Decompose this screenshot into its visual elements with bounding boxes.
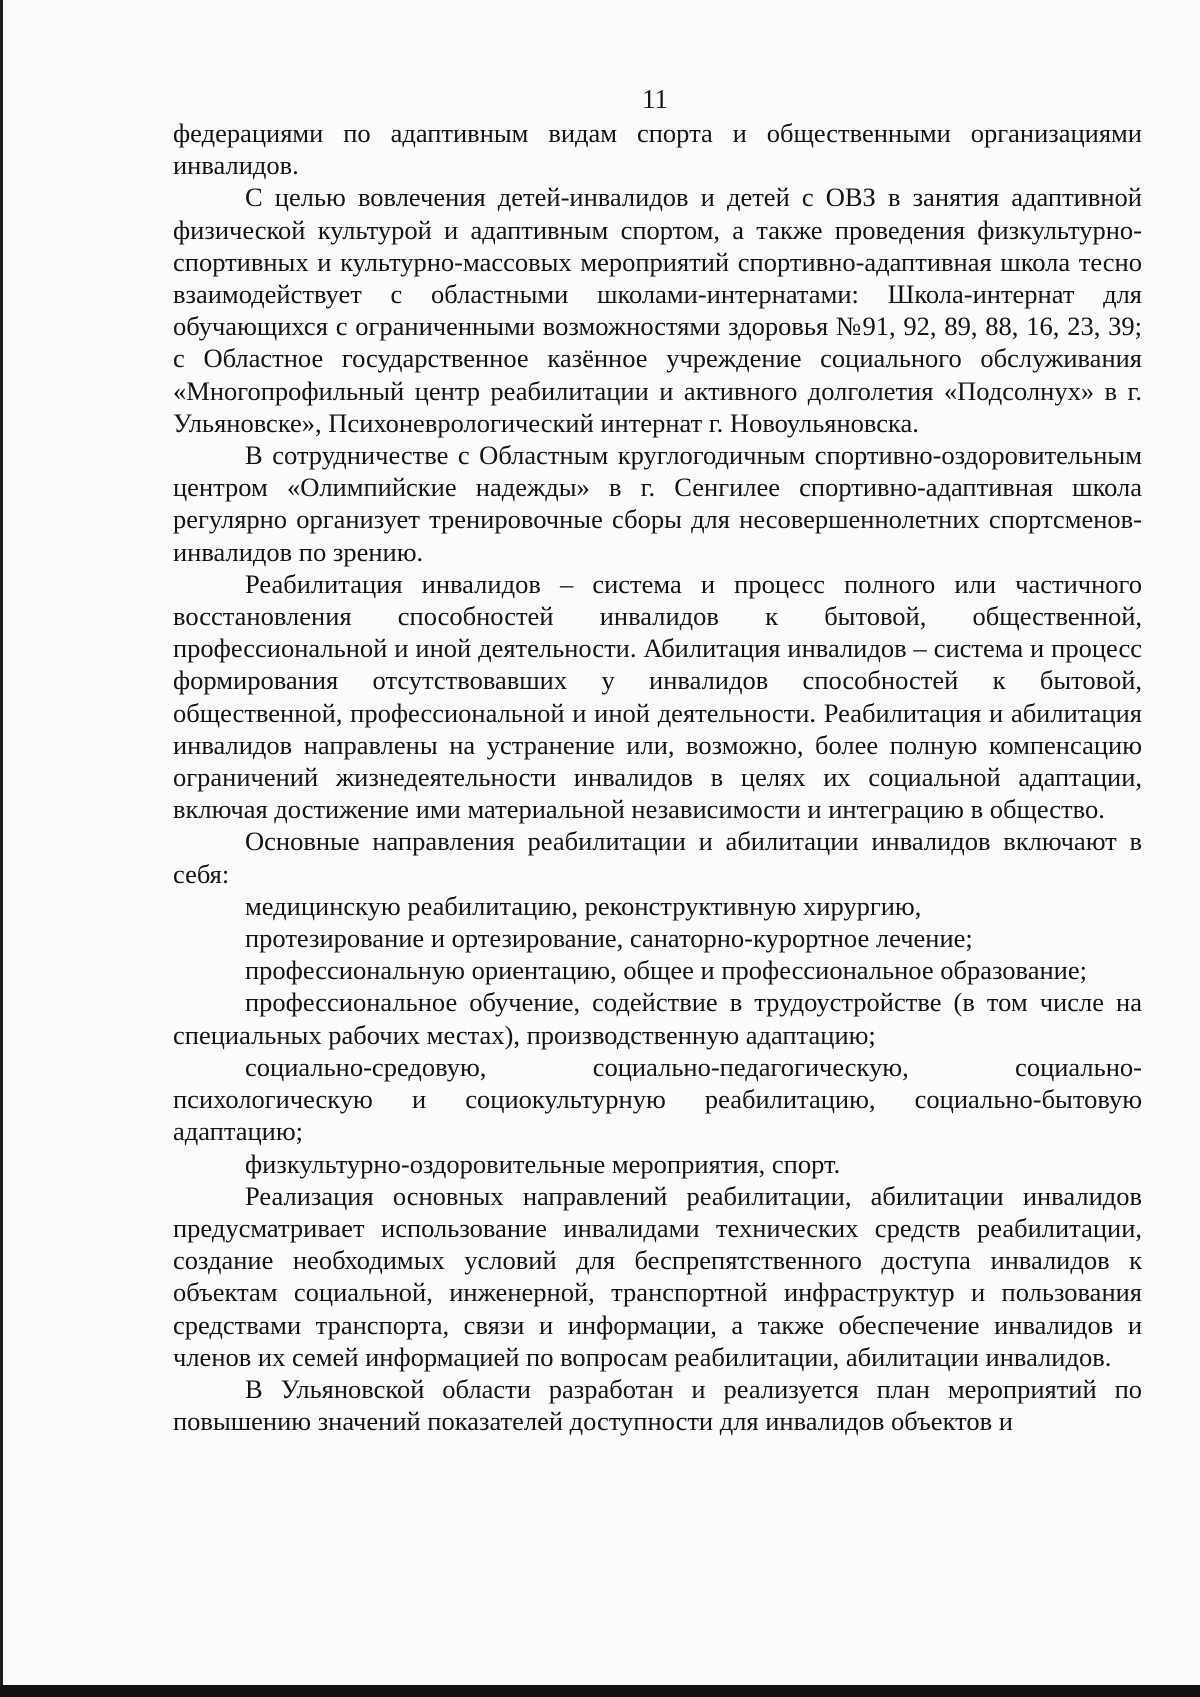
paragraph: С целью вовлечения детей-инвалидов и детей с ОВЗ в занятия адаптивной физической культурой и адаптивным спортом, а также проведения физкультурно-спортивных и культурно-массовых мероприятий спортивно-адаптивная школа тесно взаимодействует с областными школами-интернатами: Школа-интернат для обучающихся с ограниченными возможностями здоровья №91, 92, 89, 88, 16, 23, 39; с Областное государственное казённое учреждение социального обслуживания «Многопрофильный центр реабилитации и активного долголетия «Подсолнух» в г. Ульяновске», Психоневрологический интернат г. Новоульяновска.	[173, 182, 1142, 438]
scan-bottom-edge	[0, 1685, 1200, 1697]
scan-left-edge	[0, 0, 3, 1697]
paragraph: В сотрудничестве с Областным круглогодичным спортивно-оздоровительным центром «Олимпийские надежды» в г. Сенгилее спортивно-адаптивная школа регулярно организует тренировочные сборы для несовершеннолетних спортсменов-инвалидов по зрению.	[173, 440, 1142, 567]
list-item: протезирование и ортезирование, санаторно-курортное лечение;	[245, 923, 973, 954]
list-item: физкультурно-оздоровительные мероприятия, спорт.	[245, 1148, 841, 1179]
list-item: медицинскую реабилитацию, реконструктивную хирургию,	[245, 890, 922, 921]
list-item: социально-средовую, социально-педагогическую, социально-психологическую и социокультурную реабилитацию, социально-бытовую адаптацию;	[173, 1051, 1142, 1147]
page-number: 11	[642, 84, 668, 114]
paragraph: Реабилитация инвалидов – система и процесс полного или частичного восстановления способностей инвалидов к бытовой, общественной, профессиональной и иной деятельности. Абилитация инвалидов – система и процесс формирования отсутствовавших у инвалидов способностей к бытовой, общественной, профессиональной и иной деятельности. Реабилитация и абилитация инвалидов направлены на устранение или, возможно, более полную компенсацию ограничений жизнедеятельности инвалидов в целях их социальной адаптации, включая достижение ими материальной независимости и интеграцию в общество.	[173, 568, 1142, 825]
document-body	[173, 117, 1142, 1437]
list-item: профессиональную ориентацию, общее и профессиональное образование;	[245, 955, 1087, 986]
paragraph: Реализация основных направлений реабилитации, абилитации инвалидов предусматривает использование инвалидами технических средств реабилитации, создание необходимых условий для беспрепятственного доступа инвалидов к объектам социальной, инженерной, транспортной инфраструктур и пользования средствами транспорта, связи и информации, а также обеспечение инвалидов и членов их семей информацией по вопросам реабилитации, абилитации инвалидов.	[173, 1180, 1142, 1372]
paragraph: федерациями по адаптивным видам спорта и общественными организациями инвалидов.	[173, 118, 1142, 181]
paragraph: Основные направления реабилитации и абилитации инвалидов включают в себя:	[173, 826, 1142, 889]
list-item: профессиональное обучение, содействие в трудоустройстве (в том числе на специальных рабочих местах), производственную адаптацию;	[173, 987, 1142, 1050]
paragraph: В Ульяновской области разработан и реализуется план мероприятий по повышению значений показателей доступности для инвалидов объектов и	[173, 1373, 1142, 1437]
